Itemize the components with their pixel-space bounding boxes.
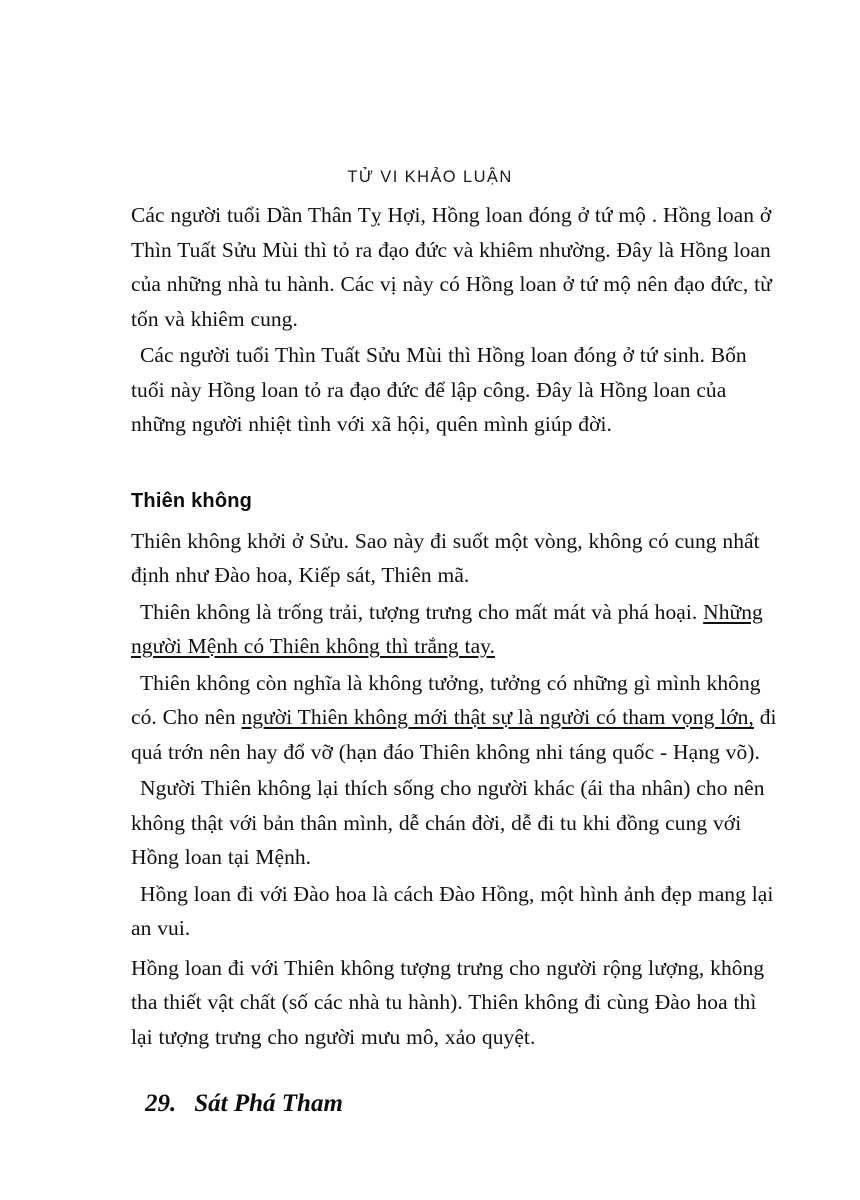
paragraph-6-text: Người Thiên không lại thích sống cho người khác (ái tha nhân) cho nên không thật với bản thân mình, dễ chán đời, dễ đi tu khi đồng cung với Hồng loan tại Mệnh.: [131, 776, 765, 869]
chapter-heading: [145, 1090, 343, 1118]
chapter-title: Sát Phá Tham: [194, 1090, 343, 1117]
chapter-number: 29.: [145, 1090, 177, 1117]
paragraph-4-text-plain: Thiên không là trống trải, tượng trưng cho mất mát và phá hoại.: [140, 599, 704, 624]
paragraph-6: [131, 771, 777, 875]
paragraph-5-text-underlined: người Thiên không mới thật sự là người có tham vọng lớn,: [241, 705, 754, 729]
paragraph-5-text-lead: Thiên không còn nghĩa là không tưởng, tưởng có những gì mình không có. Cho nên: [131, 670, 761, 729]
paragraph-1: Các người tuổi Dần Thân Tỵ Hợi, Hồng loan đóng ở tứ mộ . Hồng loan ở Thìn Tuất Sửu Mùi thì tỏ ra đạo đức và khiêm nhường. Đây là Hồng loan của những nhà tu hành. Các vị này có Hồng loan ở tứ mộ nên đạo đức, từ tốn và khiêm cung.: [131, 203, 772, 331]
section-heading-thien-khong: Thiên không: [131, 489, 253, 512]
paragraph-3-text: Thiên không khởi ở Sửu. Sao này đi suốt một vòng, không có cung nhất định như Đào hoa, Kiếp sát, Thiên mã.: [131, 528, 760, 587]
text-column: [131, 198, 777, 1054]
paragraph-3: [131, 524, 777, 593]
paragraph-2: Các người tuổi Thìn Tuất Sửu Mùi thì Hồng loan đóng ở tứ sinh. Bốn tuổi này Hồng loan tỏ ra đạo đức để lập công. Đây là Hồng loan của những người nhiệt tình với xã hội, quên mình giúp đời.: [131, 343, 747, 436]
paragraph-7-text: Hồng loan đi với Đào hoa là cách Đào Hồng, một hình ảnh đẹp mang lại an vui.: [131, 881, 774, 940]
paragraph-8-text: Hồng loan đi với Thiên không tượng trưng cho người rộng lượng, không tha thiết vật chất (số các nhà tu hành). Thiên không đi cùng Đào hoa thì lại tượng trưng cho người mưu mô, xảo quyệt.: [131, 955, 765, 1049]
paragraph-5: [131, 666, 777, 770]
heading-bottom-spacer: [131, 516, 777, 524]
paragraph-4-text-underlined: Những người Mệnh có Thiên không thì trắng tay.: [131, 599, 763, 658]
paragraph-8: [131, 951, 777, 1055]
paragraph-4: [131, 595, 777, 664]
paragraph-7: [131, 877, 777, 946]
heading-spacer: [131, 442, 777, 486]
running-head: TỬ VI KHẢO LUẬN: [347, 168, 513, 186]
paragraph-5-text-tail: đi quá trớn nên hay đổ vỡ (hạn đáo Thiên không nhi táng quốc - Hạng võ).: [131, 705, 777, 764]
